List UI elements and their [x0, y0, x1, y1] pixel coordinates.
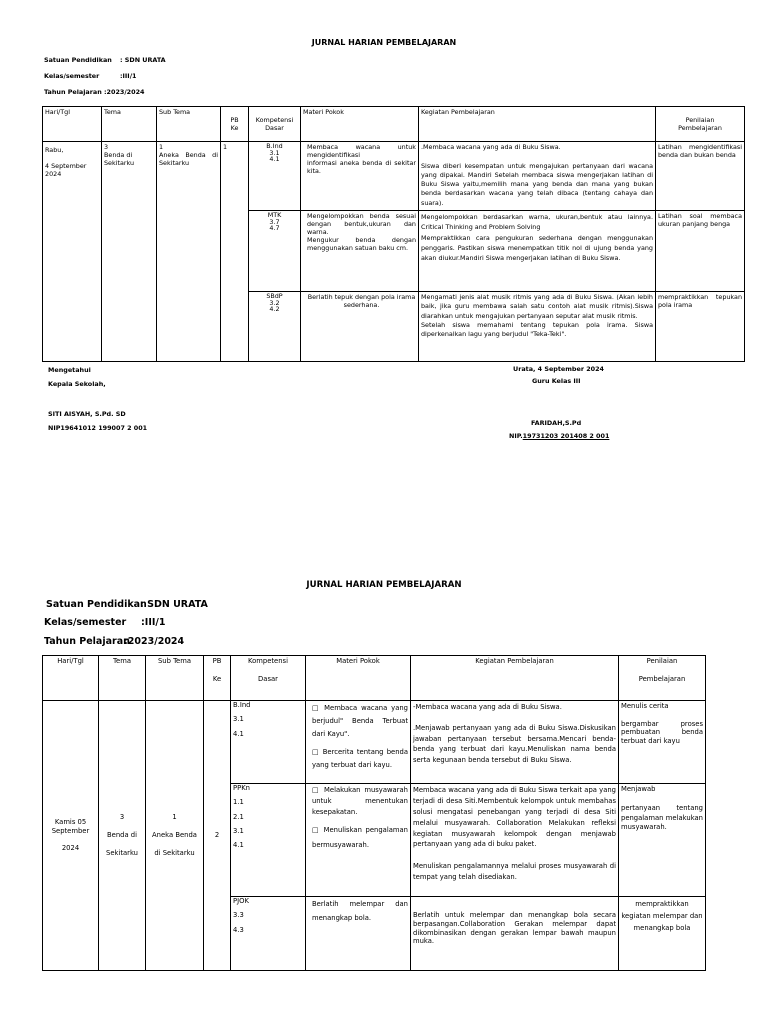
journal-table-2	[42, 655, 706, 971]
p1-satuan-label: Satuan Pendidikan	[44, 56, 112, 64]
sign-guru-nip	[509, 432, 609, 440]
cell-penilaian: Menulis cerita bergambar proses pembuatan benda terbuat dari kayu	[619, 701, 706, 784]
page1-title: JURNAL HARIAN PEMBELAJARAN	[311, 38, 457, 47]
cell-kegiatan: Mengamati jenis alat musik ritmis yang ada di Buku Siswa. (Akan lebih baik, jika guru membawa salah satu contoh alat musik ritmis).Siswa diarahkan untuk mengajukan pertanyaan seputar alat musik ritmis. Setelah siswa memahami tentang tepukan pola irama. Siswa diperkenalkan lagu yang berjudul "Teka-Teki".	[419, 292, 656, 362]
p2-tahun-label: Tahun Pelajaran	[44, 636, 130, 647]
header-hari: Hari/Tgl	[43, 107, 102, 142]
cell-penilaian: Latihan soal membaca ukuran panjang benga	[656, 211, 745, 292]
p1-tahun-value: :2023/2024	[104, 88, 145, 96]
cell-penilaian: Menjawab pertanyaan tentang pengalaman melakukan musyawarah.	[619, 784, 706, 897]
header-materi: Materi Pokok	[306, 656, 411, 701]
header-row	[43, 107, 745, 142]
cell-kegiatan: -Membaca wacana yang ada di Buku Siswa. .Menjawab pertanyaan yang ada di Buku Siswa.Diskusikan jawaban pertanyaan tersebut bersama.Mencari benda-benda yang terbuat dari kayu.Menuliskan nama benda serta kegunaan benda tersebut di Buku Siswa.	[411, 701, 619, 784]
sign-guru-nip-number: 19731203 201408 2 001	[522, 432, 610, 440]
cell-penilaian: mempraktikkan tepukan pola irama	[656, 292, 745, 362]
header-kegiatan: Kegiatan Pembelajaran	[411, 656, 619, 701]
cell-materi	[306, 701, 411, 784]
header-pb: PB Ke	[204, 656, 231, 701]
p2-kelas-value: :III/1	[141, 617, 166, 628]
cell-tema: 3 Benda di Sekitarku	[102, 142, 157, 362]
cell-subtema: 1 Aneka Benda di Sekitarku	[146, 701, 204, 971]
header-kd: Kompetensi Dasar	[231, 656, 306, 701]
materi-item: □ Melakukan musyawarah untuk menentukan kesepakatan.	[312, 786, 408, 816]
cell-kegiatan: .Membaca wacana yang ada di Buku Siswa. Siswa diberi kesempatan untuk mengajukan pertanyaan dari wacana yang dipakai. Mandiri Setelah membaca siswa mengerjakan latihan di Buku Siswa yaitu,memilih mana yang benda dan mana yang bukan benda berdasarkan wacana yang telah dibaca (tentang cahaya dan suara).	[419, 142, 656, 211]
header-penilaian: Penilaian Pembelajaran	[619, 656, 706, 701]
materi-item: □ Menuliskan pengalaman bermusyawarah.	[312, 825, 408, 849]
header-tema: Tema	[99, 656, 146, 701]
header-kegiatan: Kegiatan Pembelajaran	[419, 107, 656, 142]
sign-guru-title: Guru Kelas III	[532, 377, 581, 385]
sign-kepala-name: SITI AISYAH, S.Pd. SD	[48, 410, 126, 418]
materi-item: □ Membaca wacana yang berjudul" Benda Terbuat dari Kayu".	[312, 704, 408, 738]
cell-hari: Rabu, 4 September 2024	[43, 142, 102, 362]
p1-kelas-label: Kelas/semester	[44, 72, 100, 80]
cell-subtema: 1 Aneka Benda di Sekitarku	[157, 142, 221, 362]
header-subtema: Sub Tema	[146, 656, 204, 701]
p1-tahun-label: Tahun Pelajaran	[44, 88, 102, 96]
cell-kd: B.Ind 3.1 4.1	[249, 142, 301, 211]
cell-penilaian: Latihan mengidentifikasi benda dan bukan benda	[656, 142, 745, 211]
cell-kd: PJOK 3.3 4.3	[231, 897, 306, 971]
cell-materi: Mengelompokkan benda sesuai dengan bentuk,ukuran dan warna. Mengukur benda dengan menggunakan satuan baku cm.	[301, 211, 419, 292]
cell-kegiatan: Mengelompokkan berdasarkan warna, ukuran,bentuk atau lainnya. Critical Thinking and Problem Solving Mempraktikkan cara pengukuran sederhana dengan menggunakan penggaris. Pastikan siswa menempatkan titik nol di ujung benda yang akan diukur.Mandiri Siswa mengerjakan latihan di Buku Siswa.	[419, 211, 656, 292]
p2-tahun-value: :2023/2024	[124, 636, 185, 647]
materi-item: □ Bercerita tentang benda yang terbuat dari kayu.	[312, 747, 408, 769]
header-penilaian: Penilaian Pembelajaran	[656, 107, 745, 142]
header-pb: PB Ke	[221, 107, 249, 142]
header-tema: Tema	[102, 107, 157, 142]
cell-kegiatan: Membaca wacana yang ada di Buku Siswa terkait apa yang terjadi di desa Siti.Membentuk kelompok untuk membahas solusi mengatasi penebangan yang terjadi di desa Siti melalui musyawarah. Collaboration Melakukan refleksi kegiatan musyawarah kelompok dengan menjawab pertanyaan yang ada di buku paket. Menuliskan pengalamannya melalui proses musyawarah di tempat yang telah disediakan.	[411, 784, 619, 897]
sign-kepala-nip: NIP19641012 199007 2 001	[48, 424, 148, 432]
p2-kelas-label: Kelas/semester	[44, 617, 127, 628]
cell-materi	[306, 784, 411, 897]
sign-kepala-title: Kepala Sekolah,	[48, 380, 106, 388]
sign-guru-name: FARIDAH,S.Pd	[531, 419, 582, 427]
cell-kd: PPKn 1.1 2.1 3.1 4.1	[231, 784, 306, 897]
cell-materi: Berlatih tepuk dengan pola irama sederhana.	[301, 292, 419, 362]
header-materi: Materi Pokok	[301, 107, 419, 142]
cell-kd: B.Ind 3.1 4.1	[231, 701, 306, 784]
cell-kegiatan: Berlatih untuk melempar dan menangkap bola secara berpasangan.Collaboration Gerakan melempar dapat dikombinasikan dengan gerakan lempar bawah maupun muka.	[411, 897, 619, 971]
header-hari: Hari/Tgl	[43, 656, 99, 701]
table-row	[43, 142, 745, 211]
cell-kd: SBdP 3.2 4.2	[249, 292, 301, 362]
sign-mengetahui: Mengetahui	[48, 366, 91, 374]
cell-hari: Kamis 05 September 2024	[43, 701, 99, 971]
p1-kelas-value: :III/1	[120, 72, 137, 80]
cell-pb: 2	[204, 701, 231, 971]
sign-place-date: Urata, 4 September 2024	[513, 365, 604, 373]
header-row	[43, 656, 706, 701]
cell-tema: 3 Benda di Sekitarku	[99, 701, 146, 971]
cell-materi: Berlatih melempar dan menangkap bola.	[306, 897, 411, 971]
p2-satuan-label: Satuan Pendidikan	[46, 599, 147, 610]
journal-table-1	[42, 106, 745, 362]
table-row	[43, 701, 706, 784]
cell-kd: MTK 3.7 4.7	[249, 211, 301, 292]
header-kd: Kompetensi Dasar	[249, 107, 301, 142]
sign-guru-nip-label: NIP.	[509, 432, 523, 440]
p1-satuan-value: : SDN URATA	[120, 56, 166, 64]
page2-title: JURNAL HARIAN PEMBELAJARAN	[306, 580, 462, 590]
p2-satuan-value: : SDN URATA	[140, 599, 208, 610]
header-subtema: Sub Tema	[157, 107, 221, 142]
cell-penilaian: mempraktikkan kegiatan melempar dan menangkap bola	[619, 897, 706, 971]
cell-materi: Membaca wacana untuk mengidentifikasi informasi aneka benda di sekitar kita.	[301, 142, 419, 211]
cell-pb: 1	[221, 142, 249, 362]
